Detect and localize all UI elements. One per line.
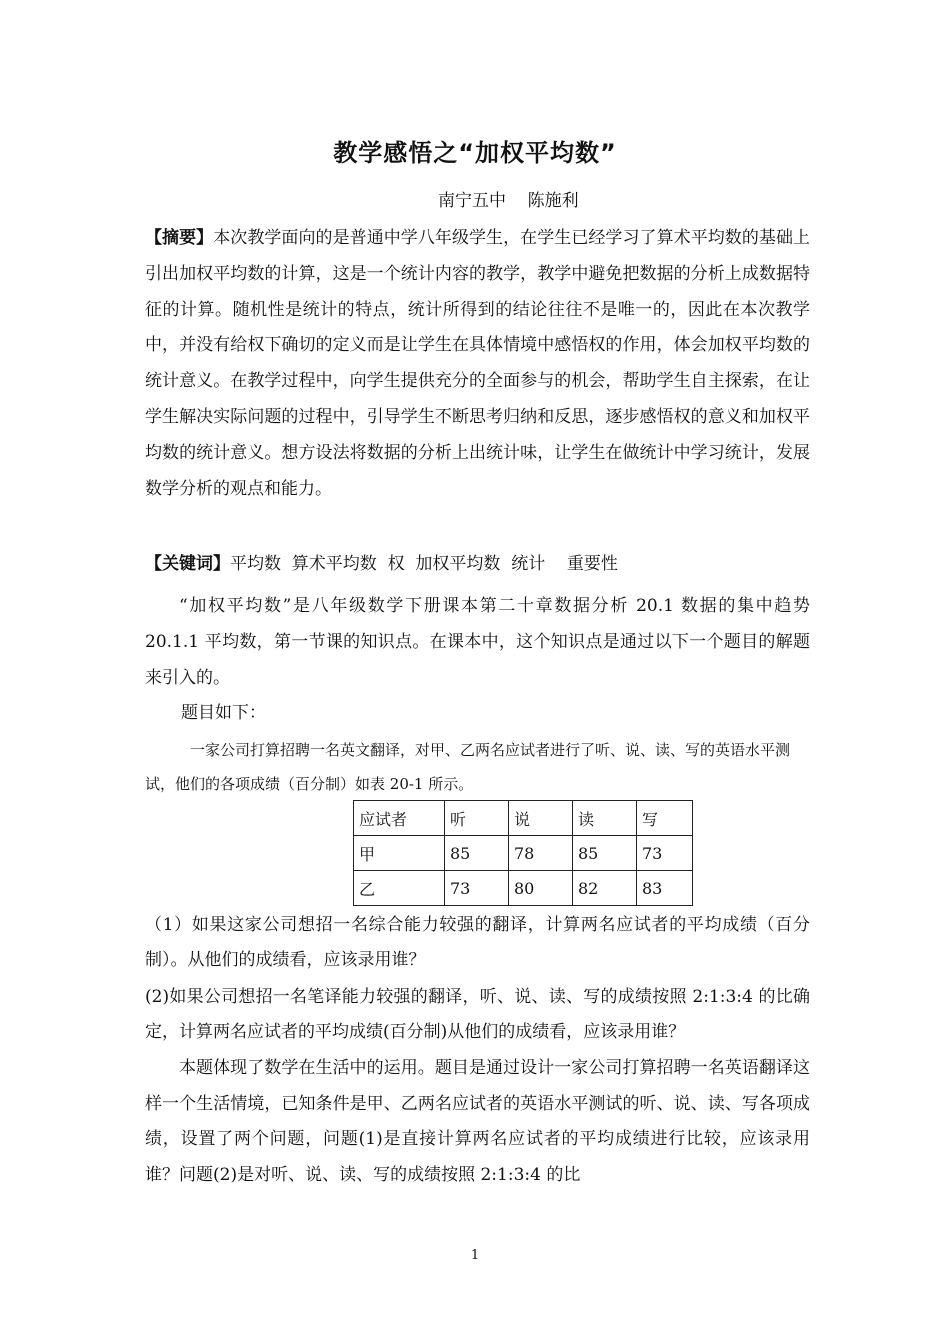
problem-statement: 一家公司打算招聘一名英文翻译，对甲、乙两名应试者进行了听、说、读、写的英语水平测试，他们的各项成绩（百分制）如表 20-1 所示。 xyxy=(145,741,791,793)
abstract-paragraph xyxy=(145,221,810,507)
page-number: 1 xyxy=(470,1248,480,1263)
table-header-cell: 读 xyxy=(573,801,637,836)
table-cell: 甲 xyxy=(354,836,445,871)
table-cell: 73 xyxy=(445,871,509,906)
table-cell: 78 xyxy=(509,836,573,871)
keywords-line xyxy=(145,547,810,583)
table-header-row xyxy=(354,801,693,836)
question-2: (2)如果公司想招一名笔译能力较强的翻译，听、说、读、写的成绩按照 2:1:3:4 的比确定，计算两名应试者的平均成绩(百分制)从他们的成绩看，应该录用谁？ xyxy=(145,987,810,1042)
keywords-label: 【关键词】 xyxy=(145,554,230,574)
table-row xyxy=(354,871,693,906)
table-header-cell: 写 xyxy=(637,801,693,836)
table-cell: 85 xyxy=(445,836,509,871)
document-title: 教学感悟之“加权平均数” xyxy=(333,139,617,167)
scores-table xyxy=(353,800,693,906)
table-cell: 82 xyxy=(573,871,637,906)
table-cell: 83 xyxy=(637,871,693,906)
author-line: 南宁五中 陈施利 xyxy=(438,191,579,211)
analysis-paragraph: 本题体现了数学在生活中的运用。题目是通过设计一家公司打算招聘一名英语翻译这样一个生活情境，已知条件是甲、乙两名应试者的英语水平测试的听、说、读、写各项成绩，设置了两个问题，问题(1)是直接计算两名应试者的平均成绩进行比较，应该录用谁？问题(2)是对听、说、读、写的成绩按照 2:1:3:4 的比 xyxy=(145,1058,810,1185)
table-header-cell: 听 xyxy=(445,801,509,836)
table-cell: 乙 xyxy=(354,871,445,906)
abstract-text: 本次教学面向的是普通中学八年级学生，在学生已经学习了算术平均数的基础上引出加权平均数的计算，这是一个统计内容的教学，教学中避免把数据的分析上成数据特征的计算。随机性是统计的特点，统计所得到的结论往往不是唯一的，因此在本次教学中，并没有给权下确切的定义而是让学生在具体情境中感悟权的作用，体会加权平均数的统计意义。在教学过程中，向学生提供充分的全面参与的机会，帮助学生自主探索，在让学生解决实际问题的过程中，引导学生不断思考归纳和反思，逐步感悟权的意义和加权平均数的统计意义。想方设法将数据的分析上出统计味，让学生在做统计中学习统计，发展数学分析的观点和能力。 xyxy=(145,228,811,499)
abstract-label: 【摘要】 xyxy=(145,228,214,248)
keywords-text: 平均数 算术平均数 权 加权平均数 统计 重要性 xyxy=(230,554,618,574)
intro-paragraph: “加权平均数”是八年级数学下册课本第二十章数据分析 20.1 数据的集中趋势 20.1.1 平均数，第一节课的知识点。在课本中，这个知识点是通过以下一个题目的解题来引入的。 xyxy=(145,596,810,688)
table-cell: 80 xyxy=(509,871,573,906)
table-row xyxy=(354,836,693,871)
table-cell: 73 xyxy=(637,836,693,871)
question-1: （1）如果这家公司想招一名综合能力较强的翻译，计算两名应试者的平均成绩（百分制）。从他们的成绩看，应该录用谁？ xyxy=(145,915,810,970)
table-header-cell: 说 xyxy=(509,801,573,836)
table-header-cell: 应试者 xyxy=(354,801,445,836)
table-cell: 85 xyxy=(573,836,637,871)
problem-label: 题目如下： xyxy=(181,703,266,723)
